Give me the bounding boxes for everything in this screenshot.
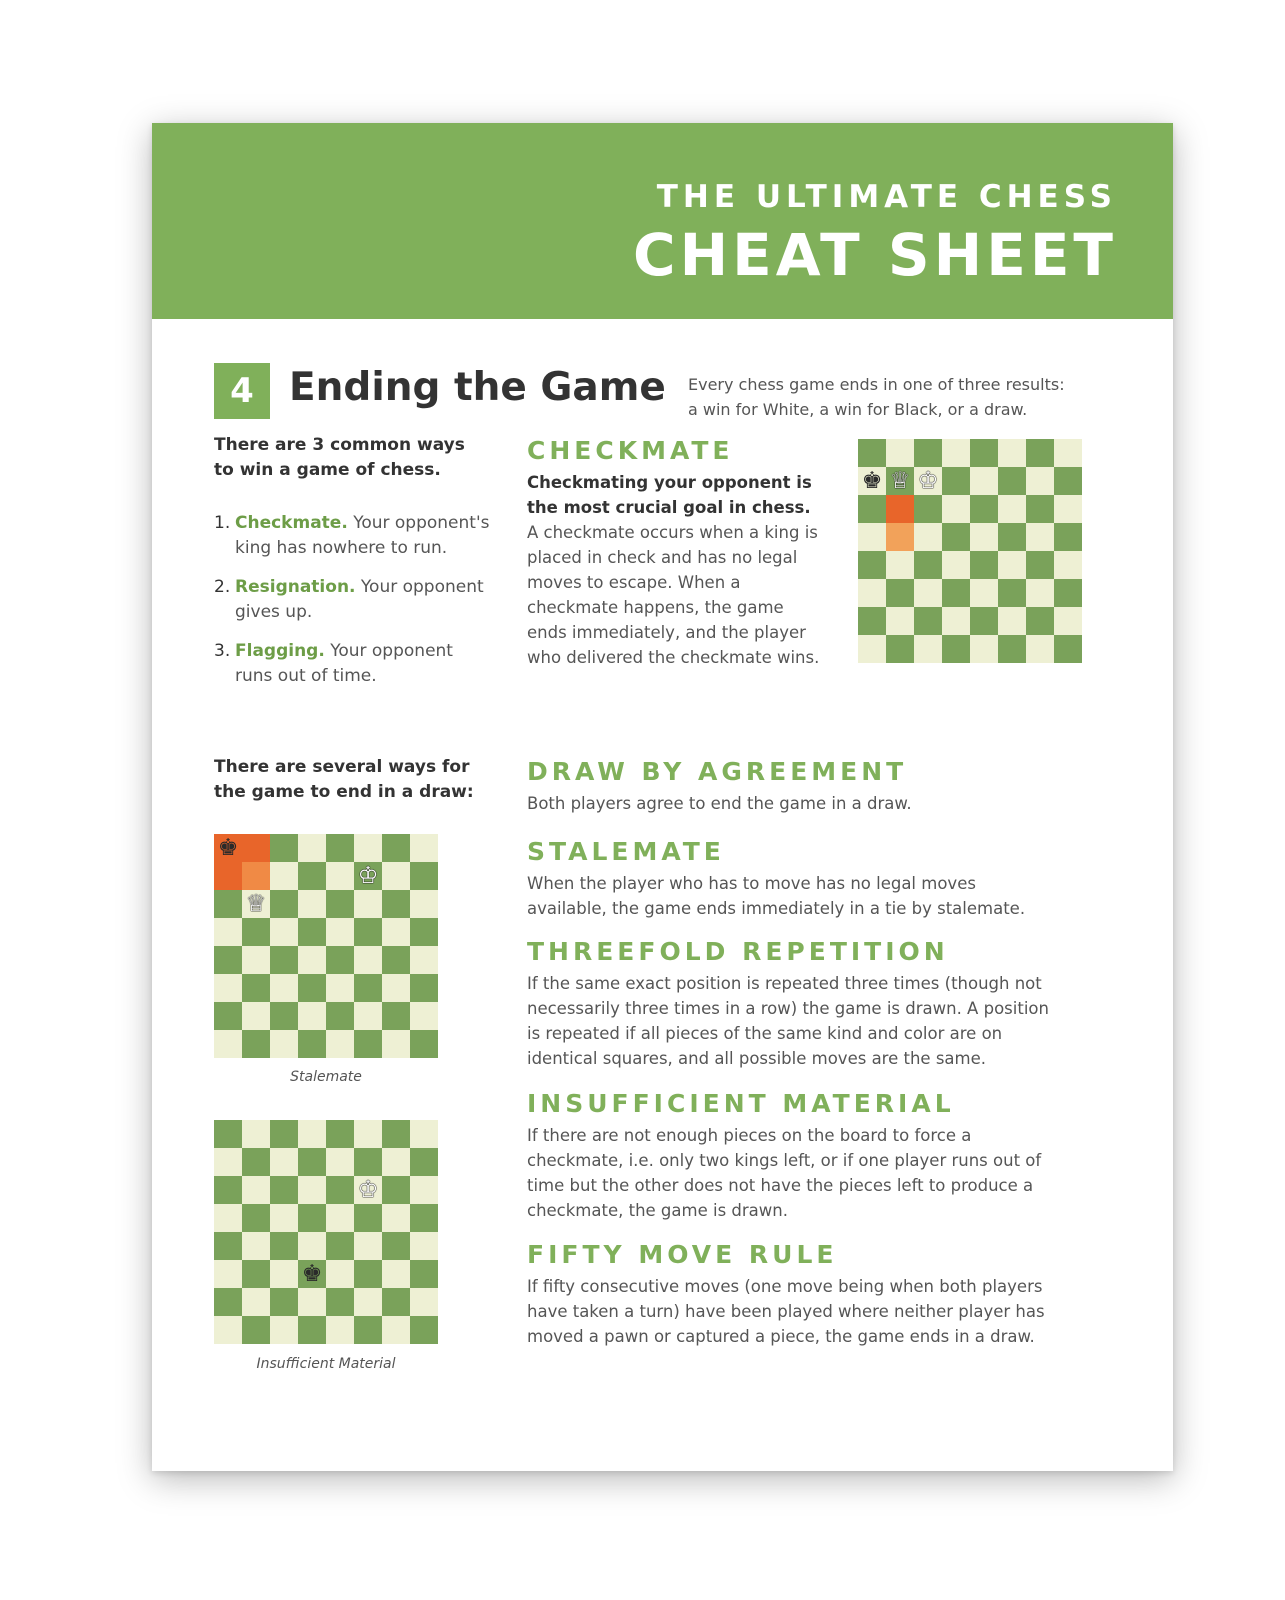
win-way-text: runs out of time. bbox=[235, 666, 377, 686]
board-square bbox=[326, 974, 354, 1002]
board-square bbox=[914, 495, 942, 523]
draw-by-agreement-heading: DRAW BY AGREEMENT bbox=[527, 757, 908, 786]
board-square bbox=[1026, 635, 1054, 663]
board-square bbox=[1054, 635, 1082, 663]
board-square bbox=[270, 1120, 298, 1148]
checkmate-text-line: A checkmate occurs when a king is bbox=[527, 523, 818, 542]
board-square bbox=[998, 467, 1026, 495]
board-square bbox=[242, 1148, 270, 1176]
board-square bbox=[242, 1260, 270, 1288]
board-square bbox=[1026, 495, 1054, 523]
board-square bbox=[382, 834, 410, 862]
board-square bbox=[382, 1148, 410, 1176]
win-ways-intro-line: There are 3 common ways bbox=[214, 435, 465, 455]
header-subtitle: THE ULTIMATE CHESS bbox=[656, 179, 1117, 215]
board-square bbox=[858, 495, 886, 523]
board-square bbox=[410, 1002, 438, 1030]
board-square bbox=[270, 834, 298, 862]
board-square bbox=[270, 1288, 298, 1316]
board-square bbox=[242, 834, 270, 862]
board-square bbox=[214, 974, 242, 1002]
board-square bbox=[326, 1002, 354, 1030]
board-square bbox=[354, 834, 382, 862]
board-square bbox=[354, 1232, 382, 1260]
board-square bbox=[298, 1232, 326, 1260]
win-way-keyword: Checkmate. bbox=[235, 513, 348, 533]
board-square bbox=[382, 862, 410, 890]
board-square bbox=[382, 974, 410, 1002]
board-square bbox=[354, 918, 382, 946]
board-square bbox=[326, 1148, 354, 1176]
threefold-repetition-heading: THREEFOLD REPETITION bbox=[527, 937, 949, 966]
win-way-keyword: Flagging. bbox=[235, 641, 325, 661]
insufficient-material-text bbox=[527, 1123, 1127, 1223]
board-square bbox=[942, 523, 970, 551]
board-square bbox=[886, 439, 914, 467]
board-square bbox=[382, 1120, 410, 1148]
board-square bbox=[214, 1204, 242, 1232]
board-square bbox=[410, 918, 438, 946]
insufficient-material-text-line: If there are not enough pieces on the board to force a bbox=[527, 1126, 972, 1145]
checkmate-text-line: moves to escape. When a bbox=[527, 573, 741, 592]
board-square bbox=[326, 1204, 354, 1232]
board-square bbox=[214, 862, 242, 890]
board-square bbox=[410, 1232, 438, 1260]
fifty-move-rule-text-line: moved a pawn or captured a piece, the game ends in a draw. bbox=[527, 1327, 1035, 1346]
board-square bbox=[998, 439, 1026, 467]
board-square bbox=[214, 1148, 242, 1176]
win-way-text: Your opponent bbox=[324, 641, 453, 661]
board-square bbox=[354, 890, 382, 918]
board-square bbox=[858, 607, 886, 635]
board-square bbox=[214, 946, 242, 974]
board-square bbox=[298, 1288, 326, 1316]
draw-by-agreement-text-line: Both players agree to end the game in a draw. bbox=[527, 794, 912, 813]
checkmate-heading: CHECKMATE bbox=[527, 436, 734, 465]
board-square bbox=[942, 635, 970, 663]
board-square bbox=[886, 495, 914, 523]
board-square bbox=[354, 974, 382, 1002]
board-square bbox=[970, 579, 998, 607]
board-square bbox=[942, 551, 970, 579]
board-square bbox=[382, 1030, 410, 1058]
fifty-move-rule-heading: FIFTY MOVE RULE bbox=[527, 1240, 838, 1269]
board-square bbox=[998, 607, 1026, 635]
board-square bbox=[354, 1288, 382, 1316]
board-square bbox=[858, 523, 886, 551]
board-square bbox=[914, 439, 942, 467]
section-intro-line: a win for White, a win for Black, or a draw. bbox=[688, 400, 1028, 419]
board-square bbox=[214, 1232, 242, 1260]
insufficient-material-text-line: checkmate, the game is drawn. bbox=[527, 1201, 788, 1220]
board-square bbox=[298, 1204, 326, 1232]
checkmate-text-line: placed in check and has no legal bbox=[527, 548, 798, 567]
fifty-move-rule-text bbox=[527, 1274, 1127, 1349]
threefold-repetition-text-line: identical squares, and all possible moves are the same. bbox=[527, 1049, 986, 1068]
board-square bbox=[214, 1260, 242, 1288]
header-title: CHEAT SHEET bbox=[633, 221, 1117, 289]
board-square bbox=[242, 918, 270, 946]
fifty-move-rule-text-line: If fifty consecutive moves (one move being when both players bbox=[527, 1277, 1043, 1296]
threefold-repetition-text-line: If the same exact position is repeated three times (though not bbox=[527, 974, 1042, 993]
board-square bbox=[270, 1030, 298, 1058]
board-square bbox=[242, 1316, 270, 1344]
white-piece-icon: ♕ bbox=[889, 468, 911, 494]
board-square bbox=[242, 1002, 270, 1030]
board-square bbox=[382, 918, 410, 946]
stalemate-text-line: When the player who has to move has no legal moves bbox=[527, 874, 976, 893]
board-square bbox=[270, 1148, 298, 1176]
stalemate-board bbox=[214, 834, 438, 1058]
board-square bbox=[914, 551, 942, 579]
board-square bbox=[914, 523, 942, 551]
insufficient-material-text-line: time but the other does not have the pieces left to produce a bbox=[527, 1176, 1034, 1195]
board-square bbox=[354, 1002, 382, 1030]
board-square bbox=[326, 1260, 354, 1288]
checkmate-text-line: ends immediately, and the player bbox=[527, 623, 806, 642]
board-square bbox=[858, 467, 886, 495]
board-square bbox=[886, 579, 914, 607]
board-square bbox=[326, 1288, 354, 1316]
board-square bbox=[410, 974, 438, 1002]
threefold-repetition-text bbox=[527, 971, 1127, 1071]
board-square bbox=[270, 1204, 298, 1232]
board-square bbox=[970, 523, 998, 551]
board-square bbox=[298, 974, 326, 1002]
board-square bbox=[410, 834, 438, 862]
board-square bbox=[242, 946, 270, 974]
board-square bbox=[1026, 579, 1054, 607]
board-square bbox=[1026, 551, 1054, 579]
black-piece-icon: ♚ bbox=[861, 468, 883, 494]
board-square bbox=[270, 918, 298, 946]
board-square bbox=[1054, 579, 1082, 607]
threefold-repetition-text-line: necessarily three times in a row) the game is drawn. A position bbox=[527, 999, 1049, 1018]
checkmate-text bbox=[527, 470, 847, 670]
win-way-number: 3. bbox=[214, 641, 231, 661]
board-square bbox=[354, 1316, 382, 1344]
board-square bbox=[410, 890, 438, 918]
threefold-repetition-text-line: is repeated if all pieces of the same kind and color are on bbox=[527, 1024, 1003, 1043]
board-square bbox=[270, 974, 298, 1002]
board-square bbox=[410, 1260, 438, 1288]
board-square bbox=[354, 946, 382, 974]
win-way-keyword: Resignation. bbox=[235, 577, 356, 597]
board-square bbox=[858, 635, 886, 663]
win-way-text: gives up. bbox=[235, 602, 313, 622]
board-square bbox=[382, 1288, 410, 1316]
black-piece-icon: ♚ bbox=[301, 1261, 323, 1287]
board-square bbox=[354, 1176, 382, 1204]
board-square bbox=[410, 1176, 438, 1204]
win-way-item bbox=[214, 639, 504, 689]
board-square bbox=[942, 467, 970, 495]
draw-ways-intro bbox=[214, 755, 494, 805]
board-square bbox=[998, 495, 1026, 523]
board-square bbox=[998, 635, 1026, 663]
board-square bbox=[382, 890, 410, 918]
board-square bbox=[886, 551, 914, 579]
board-square bbox=[270, 890, 298, 918]
board-square bbox=[410, 862, 438, 890]
board-square bbox=[326, 1030, 354, 1058]
board-square bbox=[1026, 607, 1054, 635]
board-square bbox=[382, 946, 410, 974]
board-square bbox=[970, 495, 998, 523]
black-piece-icon: ♚ bbox=[217, 835, 239, 861]
board-square bbox=[354, 1204, 382, 1232]
stalemate-caption: Stalemate bbox=[290, 1069, 362, 1085]
board-square bbox=[270, 1260, 298, 1288]
board-square bbox=[298, 1120, 326, 1148]
board-square bbox=[1054, 607, 1082, 635]
board-square bbox=[410, 1030, 438, 1058]
board-square bbox=[298, 1148, 326, 1176]
board-square bbox=[914, 607, 942, 635]
checkmate-text-line: who delivered the checkmate wins. bbox=[527, 648, 820, 667]
board-square bbox=[214, 1030, 242, 1058]
win-ways-intro bbox=[214, 433, 494, 483]
section-intro bbox=[688, 372, 1118, 422]
board-square bbox=[298, 918, 326, 946]
board-square bbox=[354, 862, 382, 890]
board-square bbox=[298, 1260, 326, 1288]
stalemate-text-line: available, the game ends immediately in a tie by stalemate. bbox=[527, 899, 1026, 918]
board-square bbox=[382, 1176, 410, 1204]
board-square bbox=[242, 1030, 270, 1058]
board-square bbox=[382, 1204, 410, 1232]
board-square bbox=[270, 1316, 298, 1344]
section-number-badge: 4 bbox=[214, 363, 270, 419]
board-square bbox=[1026, 467, 1054, 495]
board-square bbox=[298, 862, 326, 890]
board-square bbox=[270, 1176, 298, 1204]
board-square bbox=[326, 1176, 354, 1204]
board-square bbox=[214, 1002, 242, 1030]
board-square bbox=[382, 1002, 410, 1030]
board-square bbox=[298, 834, 326, 862]
board-square bbox=[298, 946, 326, 974]
insufficient-material-caption: Insufficient Material bbox=[256, 1356, 396, 1372]
win-way-item bbox=[214, 575, 504, 625]
board-square bbox=[970, 439, 998, 467]
board-square bbox=[382, 1316, 410, 1344]
board-square bbox=[886, 635, 914, 663]
board-square bbox=[326, 946, 354, 974]
board-square bbox=[326, 890, 354, 918]
board-square bbox=[354, 1148, 382, 1176]
board-square bbox=[410, 1120, 438, 1148]
section-title: Ending the Game bbox=[289, 365, 666, 410]
board-square bbox=[970, 467, 998, 495]
board-square bbox=[242, 1120, 270, 1148]
checkmate-lead-line: Checkmating your opponent is bbox=[527, 473, 812, 492]
win-ways-list bbox=[214, 511, 504, 703]
board-square bbox=[886, 467, 914, 495]
board-square bbox=[858, 439, 886, 467]
board-square bbox=[914, 579, 942, 607]
checkmate-lead-line: the most crucial goal in chess. bbox=[527, 498, 811, 517]
win-ways-intro-line: to win a game of chess. bbox=[214, 460, 441, 480]
board-square bbox=[410, 1148, 438, 1176]
board-square bbox=[998, 523, 1026, 551]
board-square bbox=[1054, 495, 1082, 523]
draw-ways-intro-line: There are several ways for bbox=[214, 757, 470, 777]
board-square bbox=[914, 467, 942, 495]
board-square bbox=[354, 1260, 382, 1288]
board-square bbox=[970, 607, 998, 635]
board-square bbox=[886, 607, 914, 635]
board-square bbox=[1054, 467, 1082, 495]
board-square bbox=[914, 635, 942, 663]
insufficient-material-text-line: checkmate, i.e. only two kings left, or if one player runs out of bbox=[527, 1151, 1042, 1170]
board-square bbox=[942, 495, 970, 523]
board-square bbox=[242, 1176, 270, 1204]
board-square bbox=[970, 635, 998, 663]
board-square bbox=[298, 1002, 326, 1030]
board-square bbox=[970, 551, 998, 579]
win-way-text: king has nowhere to run. bbox=[235, 538, 448, 558]
board-square bbox=[270, 1002, 298, 1030]
win-way-text: Your opponent bbox=[355, 577, 484, 597]
board-square bbox=[298, 1030, 326, 1058]
board-square bbox=[382, 1260, 410, 1288]
board-square bbox=[242, 862, 270, 890]
win-way-text: Your opponent's bbox=[347, 513, 490, 533]
fifty-move-rule-text-line: have taken a turn) have been played where neither player has bbox=[527, 1302, 1045, 1321]
stalemate-heading: STALEMATE bbox=[527, 837, 725, 866]
board-square bbox=[242, 890, 270, 918]
board-square bbox=[942, 607, 970, 635]
board-square bbox=[410, 1204, 438, 1232]
board-square bbox=[242, 1232, 270, 1260]
cheat-sheet-page bbox=[152, 123, 1173, 1471]
board-square bbox=[270, 1232, 298, 1260]
board-square bbox=[410, 1316, 438, 1344]
board-square bbox=[326, 1232, 354, 1260]
stalemate-text bbox=[527, 871, 1127, 921]
board-square bbox=[942, 439, 970, 467]
white-piece-icon: ♔ bbox=[357, 863, 379, 889]
board-square bbox=[858, 551, 886, 579]
board-square bbox=[326, 1120, 354, 1148]
board-square bbox=[354, 1030, 382, 1058]
board-square bbox=[298, 1176, 326, 1204]
header-band bbox=[152, 123, 1173, 319]
white-piece-icon: ♔ bbox=[357, 1177, 379, 1203]
board-square bbox=[1054, 439, 1082, 467]
draw-ways-intro-line: the game to end in a draw: bbox=[214, 782, 474, 802]
insufficient-material-board bbox=[214, 1120, 438, 1344]
win-way-number: 1. bbox=[214, 513, 231, 533]
checkmate-board bbox=[858, 439, 1082, 663]
board-square bbox=[242, 1288, 270, 1316]
checkmate-text-line: checkmate happens, the game bbox=[527, 598, 784, 617]
board-square bbox=[214, 1316, 242, 1344]
white-piece-icon: ♕ bbox=[245, 891, 267, 917]
board-square bbox=[998, 579, 1026, 607]
board-square bbox=[214, 1288, 242, 1316]
board-square bbox=[326, 862, 354, 890]
board-square bbox=[242, 1204, 270, 1232]
board-square bbox=[382, 1232, 410, 1260]
insufficient-material-heading: INSUFFICIENT MATERIAL bbox=[527, 1089, 955, 1118]
board-square bbox=[942, 579, 970, 607]
board-square bbox=[998, 551, 1026, 579]
board-square bbox=[1026, 439, 1054, 467]
win-way-number: 2. bbox=[214, 577, 231, 597]
board-square bbox=[214, 918, 242, 946]
board-square bbox=[270, 946, 298, 974]
board-square bbox=[298, 890, 326, 918]
board-square bbox=[1054, 551, 1082, 579]
board-square bbox=[326, 918, 354, 946]
section-intro-line: Every chess game ends in one of three results: bbox=[688, 375, 1065, 394]
board-square bbox=[858, 579, 886, 607]
win-way-item bbox=[214, 511, 504, 561]
white-piece-icon: ♔ bbox=[917, 468, 939, 494]
board-square bbox=[214, 834, 242, 862]
board-square bbox=[214, 1176, 242, 1204]
board-square bbox=[354, 1120, 382, 1148]
board-square bbox=[298, 1316, 326, 1344]
board-square bbox=[326, 1316, 354, 1344]
board-square bbox=[1026, 523, 1054, 551]
board-square bbox=[270, 862, 298, 890]
board-square bbox=[214, 890, 242, 918]
board-square bbox=[242, 974, 270, 1002]
board-square bbox=[326, 834, 354, 862]
board-square bbox=[214, 1120, 242, 1148]
draw-by-agreement-text bbox=[527, 791, 1127, 816]
board-square bbox=[1054, 523, 1082, 551]
board-square bbox=[410, 946, 438, 974]
board-square bbox=[886, 523, 914, 551]
board-square bbox=[410, 1288, 438, 1316]
